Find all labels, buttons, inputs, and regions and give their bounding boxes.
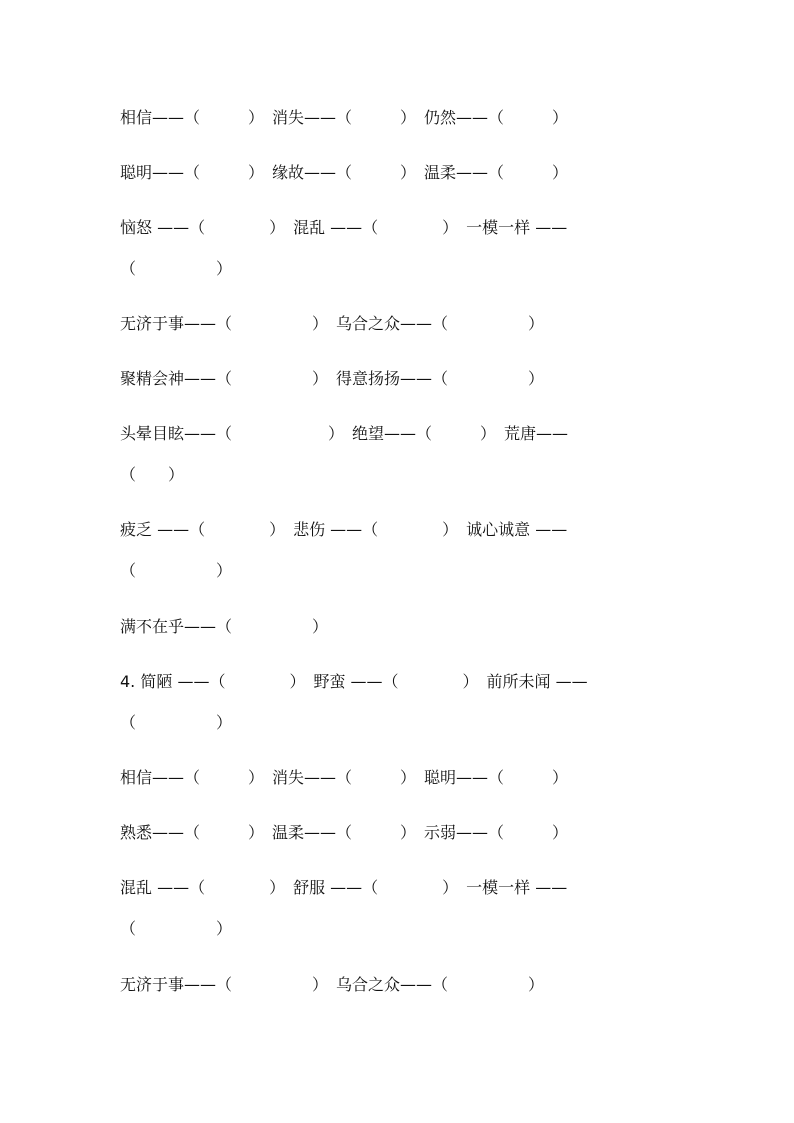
line-text: 混乱 ——（ ） 舒服 ——（ ） 一模一样 —— <box>120 878 568 897</box>
text-line <box>120 463 680 487</box>
text-line <box>120 973 680 997</box>
text-line <box>120 422 680 446</box>
text-line <box>120 161 680 185</box>
line-text: （ ） <box>120 713 233 732</box>
line-text: 恼怒 ——（ ） 混乱 ——（ ） 一模一样 —— <box>120 218 568 237</box>
line-text: 无济于事——（ ） 乌合之众——（ ） <box>120 975 545 994</box>
line-text: （ ） <box>120 919 233 938</box>
line-text: 相信——（ ） 消失——（ ） 聪明——（ ） <box>120 768 569 787</box>
text-line <box>120 216 680 240</box>
line-text: （ ） <box>120 465 185 484</box>
text-line <box>120 917 680 941</box>
line-text: 相信——（ ） 消失——（ ） 仍然——（ ） <box>120 108 569 127</box>
text-line <box>120 257 680 281</box>
line-text: 4. 简陋 ——（ ） 野蛮 ——（ ） 前所未闻 —— <box>120 672 588 691</box>
text-line <box>120 559 680 583</box>
text-line <box>120 106 680 130</box>
text-line <box>120 711 680 735</box>
text-line <box>120 312 680 336</box>
line-text: 无济于事——（ ） 乌合之众——（ ） <box>120 314 545 333</box>
text-line <box>120 821 680 845</box>
text-line <box>120 876 680 900</box>
text-line <box>120 766 680 790</box>
line-text: 熟悉——（ ） 温柔——（ ） 示弱——（ ） <box>120 823 569 842</box>
line-text: 聚精会神——（ ） 得意扬扬——（ ） <box>120 369 545 388</box>
text-line <box>120 670 680 694</box>
text-line <box>120 518 680 542</box>
line-text: （ ） <box>120 259 233 278</box>
line-text: 满不在乎——（ ） <box>120 617 329 636</box>
text-line <box>120 367 680 391</box>
line-text: （ ） <box>120 561 233 580</box>
line-text: 疲乏 ——（ ） 悲伤 ——（ ） 诚心诚意 —— <box>120 520 568 539</box>
line-text: 聪明——（ ） 缘故——（ ） 温柔——（ ） <box>120 163 569 182</box>
text-line <box>120 615 680 639</box>
line-text: 头晕目眩——（ ） 绝望——（ ） 荒唐—— <box>120 424 569 443</box>
